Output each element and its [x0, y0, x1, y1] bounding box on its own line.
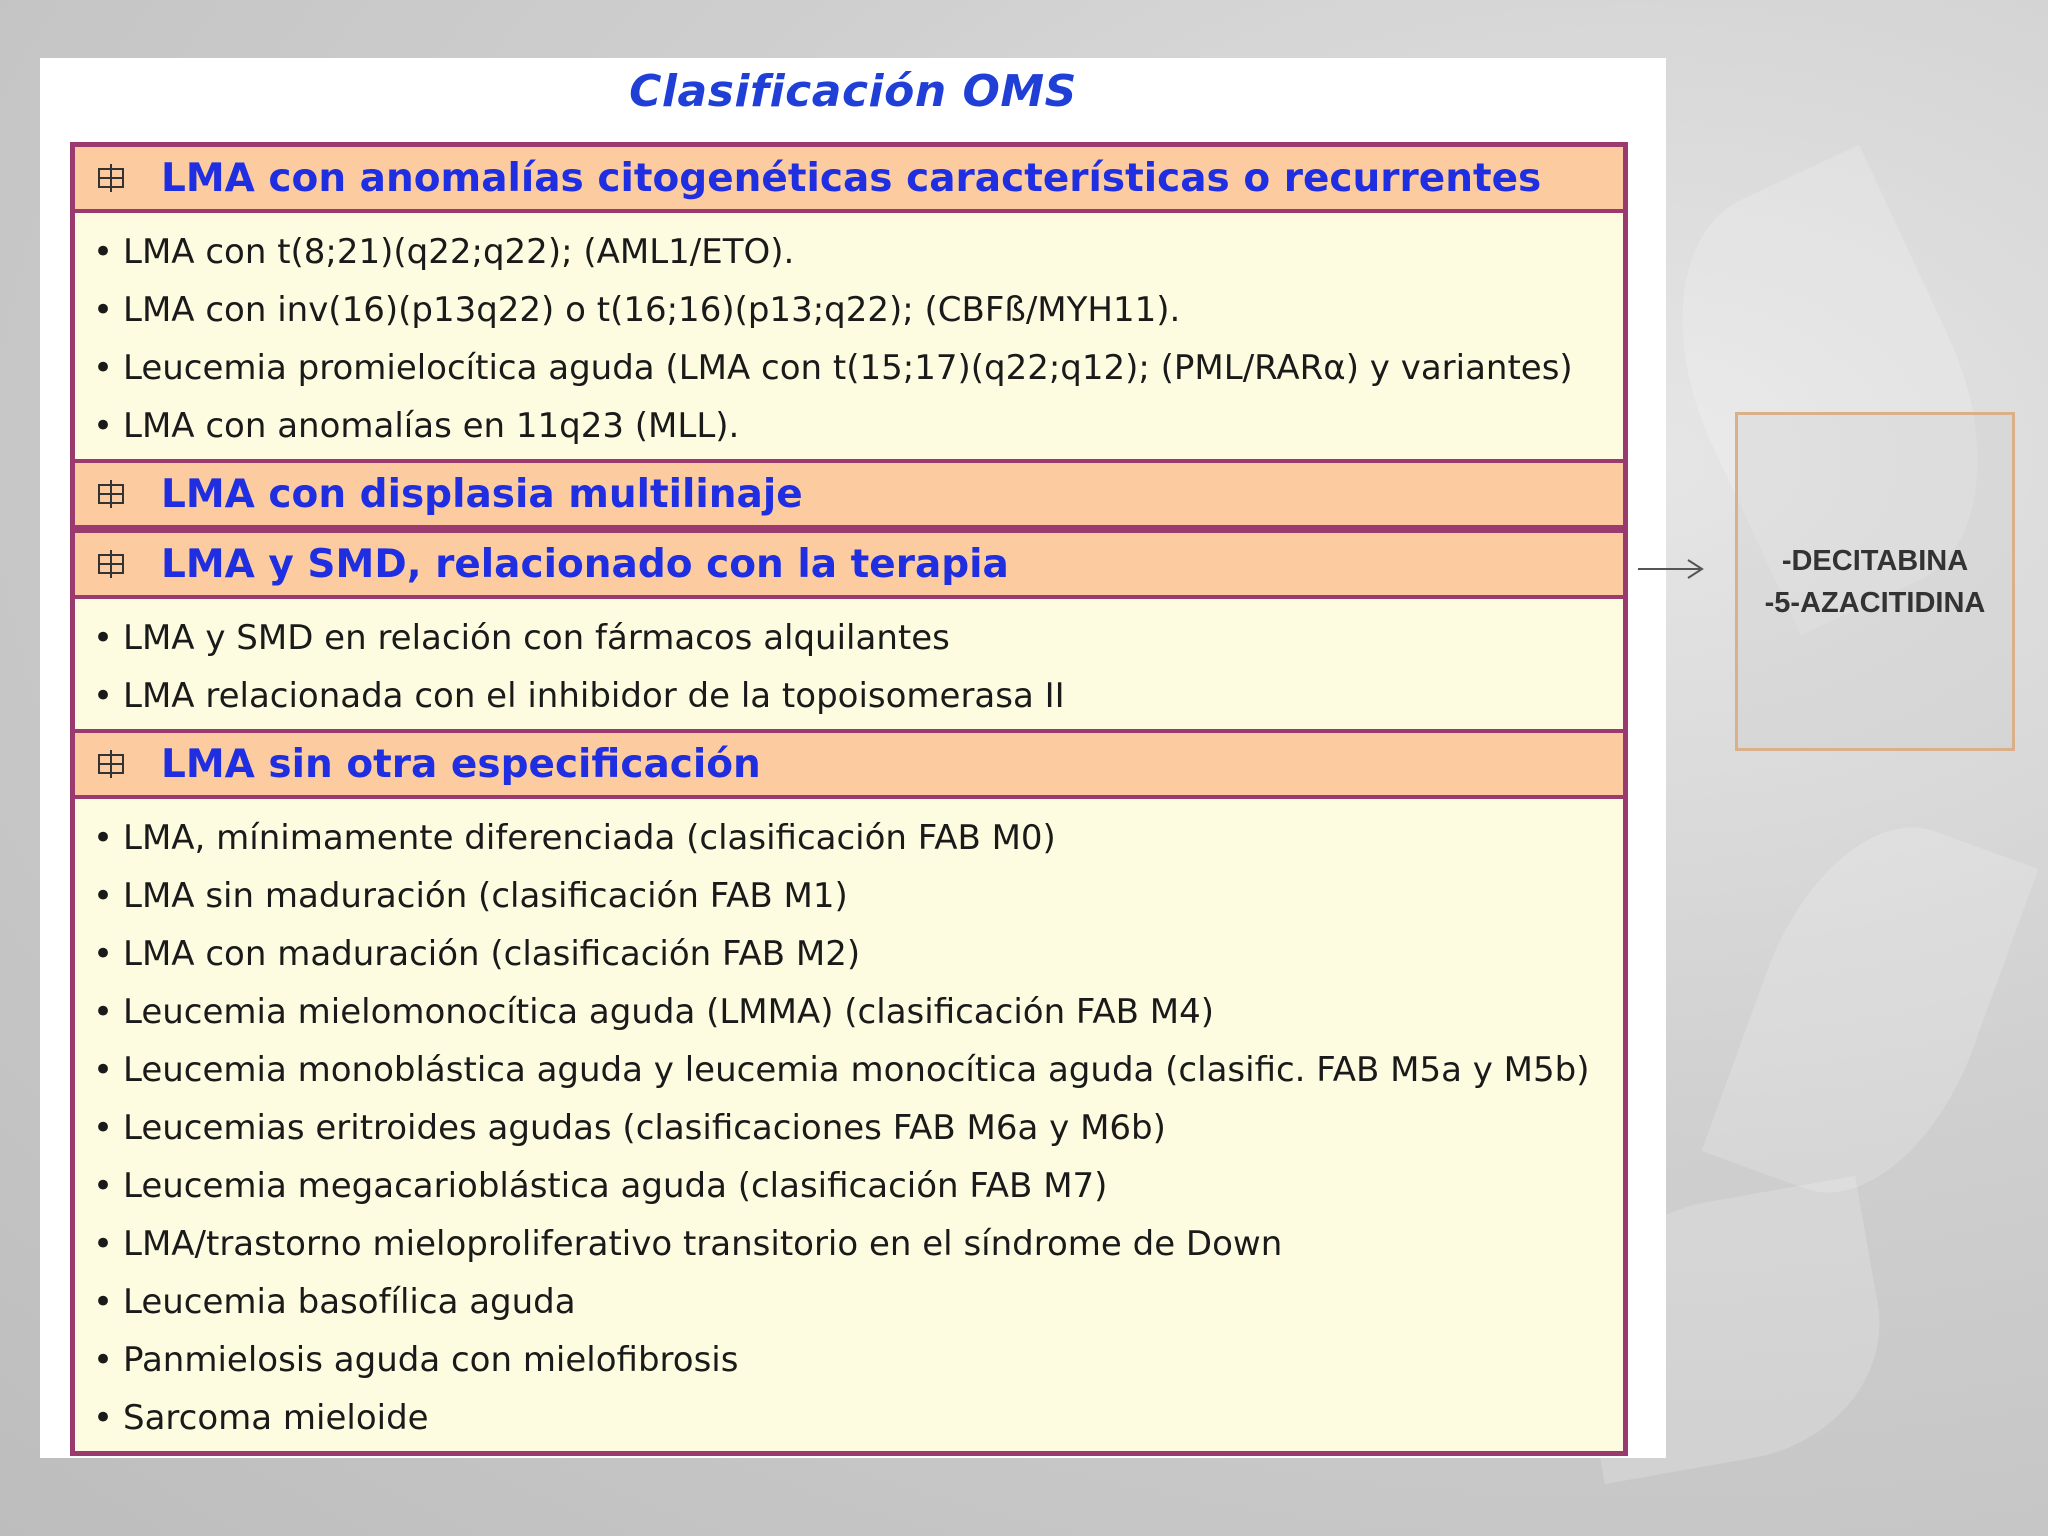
- list-item: [75, 397, 1623, 455]
- bullet-icon: •: [93, 992, 114, 1032]
- list-item-text: LMA con maduración (clasificación FAB M2): [123, 934, 861, 974]
- bullet-icon: •: [93, 818, 114, 858]
- list-item-text: Leucemia basofílica aguda: [123, 1282, 576, 1322]
- background-leaf: [1702, 794, 2039, 1226]
- bullet-icon: •: [93, 1108, 114, 1148]
- expand-tree-icon[interactable]: [91, 544, 131, 584]
- list-item-text: LMA, mínimamente diferenciada (clasificación FAB M0): [123, 818, 1056, 858]
- bullet-icon: •: [93, 934, 114, 974]
- bullet-icon: •: [93, 1398, 114, 1438]
- category-label: LMA sin otra especificación: [161, 741, 761, 787]
- list-item-text: LMA con anomalías en 11q23 (MLL).: [123, 406, 740, 446]
- category-items: [75, 799, 1623, 1451]
- list-item: [75, 281, 1623, 339]
- list-item-text: LMA/trastorno mieloproliferativo transitorio en el síndrome de Down: [123, 1224, 1283, 1264]
- bullet-icon: •: [93, 348, 114, 388]
- category-header[interactable]: [75, 729, 1623, 799]
- list-item-text: Leucemia megacarioblástica aguda (clasificación FAB M7): [123, 1166, 1108, 1206]
- bullet-icon: •: [93, 1050, 114, 1090]
- right-arrow-icon: [1636, 556, 1706, 582]
- category-items: [75, 213, 1623, 459]
- classification-panel: [40, 58, 1666, 1458]
- category-header[interactable]: [75, 459, 1623, 529]
- list-item-text: Leucemia monoblástica aguda y leucemia monocítica aguda (clasific. FAB M5a y M5b): [123, 1050, 1590, 1090]
- list-item: [75, 667, 1623, 725]
- list-item-text: Leucemias eritroides agudas (clasificaciones FAB M6a y M6b): [123, 1108, 1166, 1148]
- list-item-text: Panmielosis aguda con mielofibrosis: [123, 1340, 739, 1380]
- classification-table: [70, 142, 1628, 1456]
- bullet-icon: •: [93, 618, 114, 658]
- expand-tree-icon[interactable]: [91, 744, 131, 784]
- list-item-text: LMA relacionada con el inhibidor de la topoisomerasa II: [123, 676, 1065, 716]
- bullet-icon: •: [93, 1166, 114, 1206]
- list-item-text: LMA sin maduración (clasificación FAB M1): [123, 876, 848, 916]
- category-header[interactable]: [75, 147, 1623, 213]
- expand-tree-icon[interactable]: [91, 474, 131, 514]
- list-item: [75, 983, 1623, 1041]
- list-item: [75, 867, 1623, 925]
- list-item-text: LMA con inv(16)(p13q22) o t(16;16)(p13;q22); (CBFß/MYH11).: [123, 290, 1181, 330]
- treatment-line: -DECITABINA: [1781, 544, 1969, 577]
- bullet-icon: •: [93, 406, 114, 446]
- expand-tree-icon[interactable]: [91, 158, 131, 198]
- list-item: [75, 1389, 1623, 1447]
- treatment-line: -5-AZACITIDINA: [1764, 586, 1986, 619]
- list-item: [75, 1215, 1623, 1273]
- list-item: [75, 809, 1623, 867]
- list-item-text: LMA y SMD en relación con fármacos alquilantes: [123, 618, 950, 658]
- category-items: [75, 599, 1623, 729]
- list-item-text: Leucemia promielocítica aguda (LMA con t(15;17)(q22;q12); (PML/RARα) y variantes): [123, 348, 1573, 388]
- page-title: Clasificación OMS: [629, 66, 1077, 117]
- category-label: LMA y SMD, relacionado con la terapia: [161, 541, 1009, 587]
- category-label: LMA con anomalías citogenéticas características o recurrentes: [161, 155, 1542, 201]
- list-item: [75, 925, 1623, 983]
- list-item: [75, 609, 1623, 667]
- category-header[interactable]: [75, 529, 1623, 599]
- bullet-icon: •: [93, 676, 114, 716]
- list-item: [75, 223, 1623, 281]
- list-item: [75, 1157, 1623, 1215]
- bullet-icon: •: [93, 1224, 114, 1264]
- bullet-icon: •: [93, 1340, 114, 1380]
- bullet-icon: •: [93, 876, 114, 916]
- bullet-icon: •: [93, 232, 114, 272]
- bullet-icon: •: [93, 1282, 114, 1322]
- category-label: LMA con displasia multilinaje: [161, 471, 803, 517]
- list-item: [75, 339, 1623, 397]
- list-item-text: LMA con t(8;21)(q22;q22); (AML1/ETO).: [123, 232, 795, 272]
- list-item-text: Sarcoma mieloide: [123, 1398, 429, 1438]
- list-item: [75, 1273, 1623, 1331]
- list-item: [75, 1331, 1623, 1389]
- treatment-box: [1735, 412, 2015, 751]
- list-item-text: Leucemia mielomonocítica aguda (LMMA) (clasificación FAB M4): [123, 992, 1214, 1032]
- bullet-icon: •: [93, 290, 114, 330]
- list-item: [75, 1041, 1623, 1099]
- list-item: [75, 1099, 1623, 1157]
